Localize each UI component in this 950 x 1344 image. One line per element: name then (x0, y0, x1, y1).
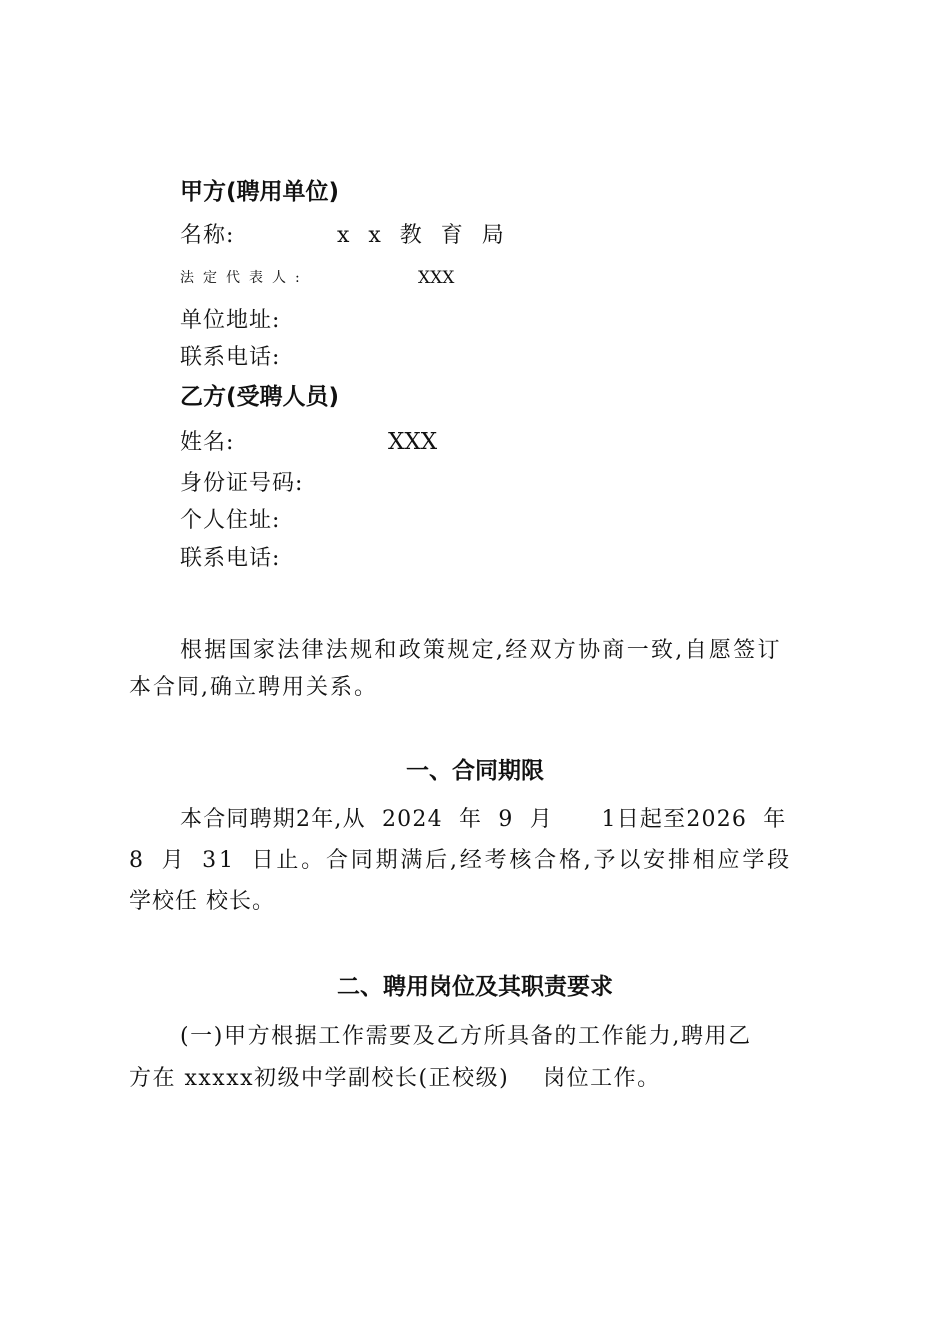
party-a-name-value: x x 教 育 局 (337, 223, 510, 248)
section-2-line-1: (一)甲方根据工作需要及乙方所具备的工作能力,聘用乙 (180, 1024, 752, 1049)
party-b-phone-label: 联系电话: (180, 546, 281, 571)
section-2-title: 二、聘用岗位及其职责要求 (337, 974, 613, 1000)
party-b-heading: 乙方(受聘人员) (180, 384, 340, 410)
party-a-heading: 甲方(聘用单位) (180, 179, 340, 205)
party-a-name-label: 名称: (180, 223, 235, 248)
party-b-address-label: 个人住址: (180, 508, 281, 533)
party-b-name-value: XXX (388, 429, 438, 455)
section-1-title: 一、合同期限 (406, 758, 544, 784)
section-2-line-2: 方在 xxxxx初级中学副校长(正校级) 岗位工作。 (129, 1066, 661, 1091)
party-b-id-label: 身份证号码: (180, 471, 304, 496)
preamble-line-2: 本合同,确立聘用关系。 (129, 675, 378, 700)
party-b-name-label: 姓名: (180, 430, 235, 455)
section-1-line-1: 本合同聘期2年,从 2024 年 9 月 1日起至2026 年 (180, 807, 787, 832)
party-a-legal-rep-label: 法定代表人: (180, 270, 309, 286)
party-a-address-label: 单位地址: (180, 308, 281, 333)
preamble-line-1: 根据国家法律法规和政策规定,经双方协商一致,自愿签订 (180, 638, 782, 663)
section-1-line-3: 学校任 校长。 (129, 889, 275, 914)
party-a-legal-rep-value: XXX (418, 268, 455, 288)
section-1-line-2: 8 月 31 日止。合同期满后,经考核合格,予以安排相应学段 (129, 848, 792, 873)
party-a-phone-label: 联系电话: (180, 345, 281, 370)
